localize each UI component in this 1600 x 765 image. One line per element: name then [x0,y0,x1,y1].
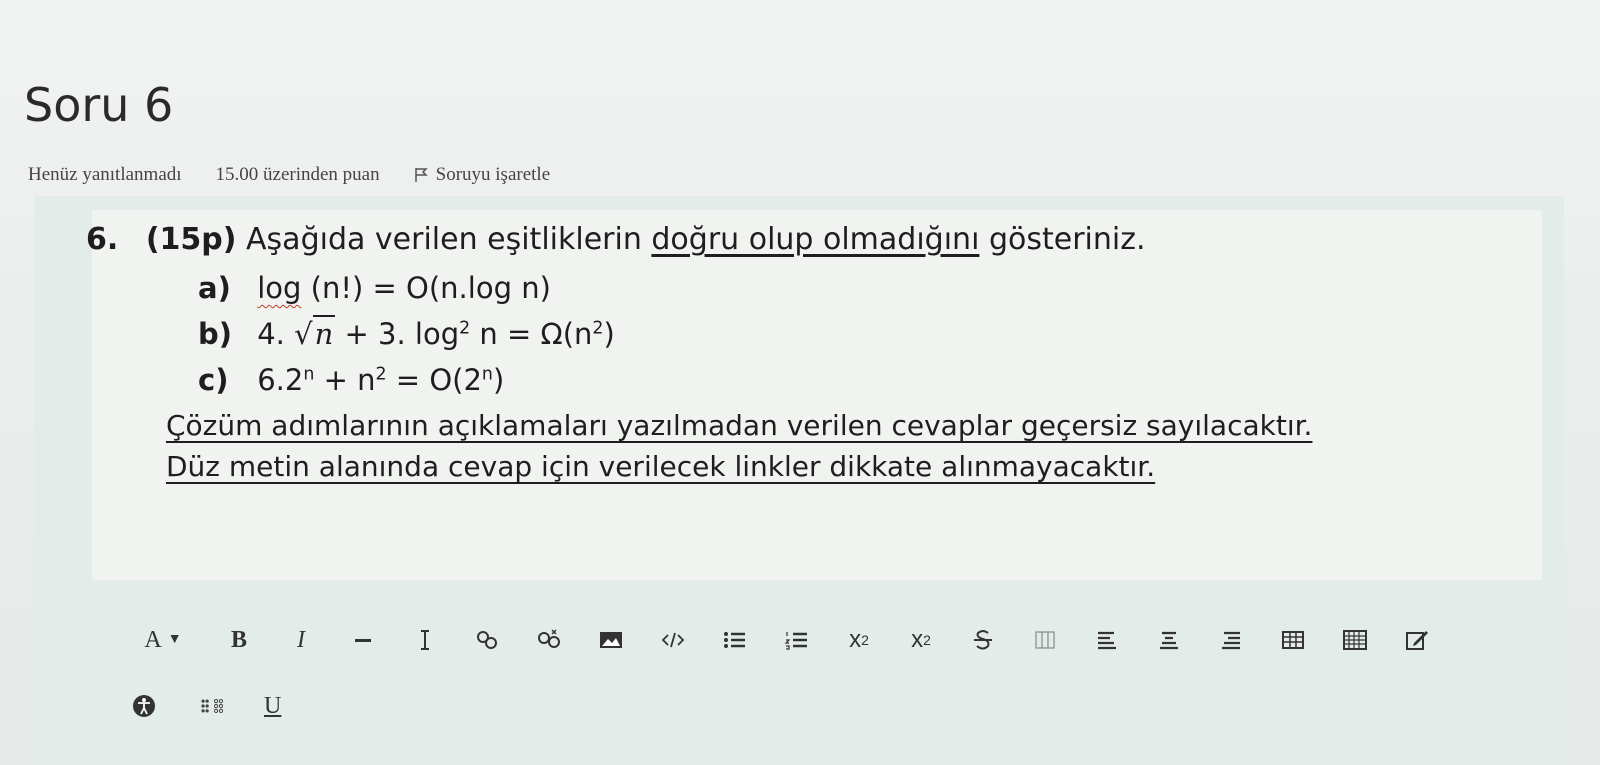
question-text-after: gösteriniz. [988,222,1146,257]
link-icon [474,627,500,653]
question-points: (15p) [145,222,237,257]
question-title: Soru 6 [24,78,174,132]
superscript-button[interactable] [890,620,952,660]
item-a-rest: (n!) = O(n.log n) [310,271,551,305]
flag-icon [414,167,428,183]
special-characters-button[interactable] [192,686,232,726]
insert-table-button[interactable] [1262,620,1324,660]
item-c-p3: = O(2 [395,363,482,397]
numbered-list-button[interactable] [766,620,828,660]
bullet-list-icon [722,627,748,653]
font-style-button[interactable] [118,620,208,660]
align-right-button[interactable] [1200,620,1262,660]
item-c [198,363,1546,397]
points-info: 15.00 üzerinden puan [215,164,380,185]
item-c-p4: ) [492,363,505,397]
unlink-button[interactable] [518,620,580,660]
bold-button[interactable]: B [230,626,247,653]
table-icon [1280,627,1306,653]
align-center-icon [1156,627,1182,653]
flag-label: Soruyu işaretle [435,164,551,185]
item-c-p2: + n [323,363,376,397]
columns-icon [1032,627,1058,653]
font-style-label: A [144,626,162,653]
question-text [86,222,1546,491]
item-c-e2: 2 [375,364,387,385]
superscript-number: 2 [923,632,931,648]
item-b-label: b) [198,317,233,351]
item-b-coef: 4. [257,317,285,351]
subscript-button[interactable] [828,620,890,660]
superscript-x: x [911,626,924,653]
bullet-list-button[interactable] [704,620,766,660]
unlink-icon [536,627,562,653]
pencil-edit-icon [1404,627,1430,653]
item-a [198,271,1546,305]
item-b-end: ) [603,317,615,351]
question-text-underlined: doğru olup olmadığını [651,222,980,257]
item-c-e1: n [303,364,315,385]
text-cursor-button[interactable] [394,620,456,660]
align-left-button[interactable] [1076,620,1138,660]
code-button[interactable] [642,620,704,660]
item-b-exp1: 2 [459,318,471,339]
align-right-icon [1218,627,1244,653]
table-grid-icon [1342,627,1368,653]
strikethrough-icon [970,627,996,653]
numbered-list-icon [784,627,810,653]
item-b-mid2: n = Ω(n [479,317,593,351]
columns-button[interactable] [1014,620,1076,660]
code-icon [660,627,686,653]
item-c-label: c) [198,363,229,397]
question-number: 6. [86,222,119,257]
item-b-mid: + 3. log [344,317,460,351]
question-line [86,222,1546,257]
accessibility-button[interactable] [128,686,160,726]
edit-html-button[interactable] [1386,620,1448,660]
editor-toolbar-row-2 [128,686,281,726]
image-icon [598,627,624,653]
flag-question-link[interactable] [414,164,551,186]
item-a-label: a) [198,271,231,305]
item-b [198,317,1546,351]
horizontal-rule-button[interactable] [332,620,394,660]
edit-table-button[interactable] [1324,620,1386,660]
insert-image-button[interactable] [580,620,642,660]
item-a-log: log [257,271,302,305]
note-explanation-required: Çözüm adımlarının açıklamaları yazılmadan verilen cevaplar geçersiz sayılacaktır. [166,409,1313,442]
question-notes [166,409,1546,483]
sqrt-radicand: n [314,317,334,351]
question-text-before: Aşağıda verilen eşitliklerin [246,222,642,257]
subscript-x: x [849,626,862,653]
align-left-icon [1094,627,1120,653]
answer-status: Henüz yanıtlanmadı [28,164,182,185]
subscript-number: 2 [861,632,869,648]
question-info [28,164,550,186]
underline-button[interactable]: U [264,692,282,719]
item-c-e3: n [481,364,493,385]
caret-down-icon: ▼ [167,632,182,647]
text-cursor-icon [412,627,438,653]
editor-toolbar [118,620,1448,660]
sqrt-expression: √n [294,317,334,351]
question-items [198,271,1546,397]
italic-button[interactable]: I [297,626,305,653]
strikethrough-button[interactable] [952,620,1014,660]
item-b-exp2: 2 [592,318,604,339]
note-links-ignored: Düz metin alanında cevap için verilecek linkler dikkate alınmayacaktır. [166,450,1156,483]
item-c-p1: 6.2 [257,363,304,397]
link-button[interactable] [456,620,518,660]
special-characters-icon [199,693,225,719]
accessibility-icon [131,693,157,719]
align-center-button[interactable] [1138,620,1200,660]
horizontal-rule-icon [350,627,376,653]
